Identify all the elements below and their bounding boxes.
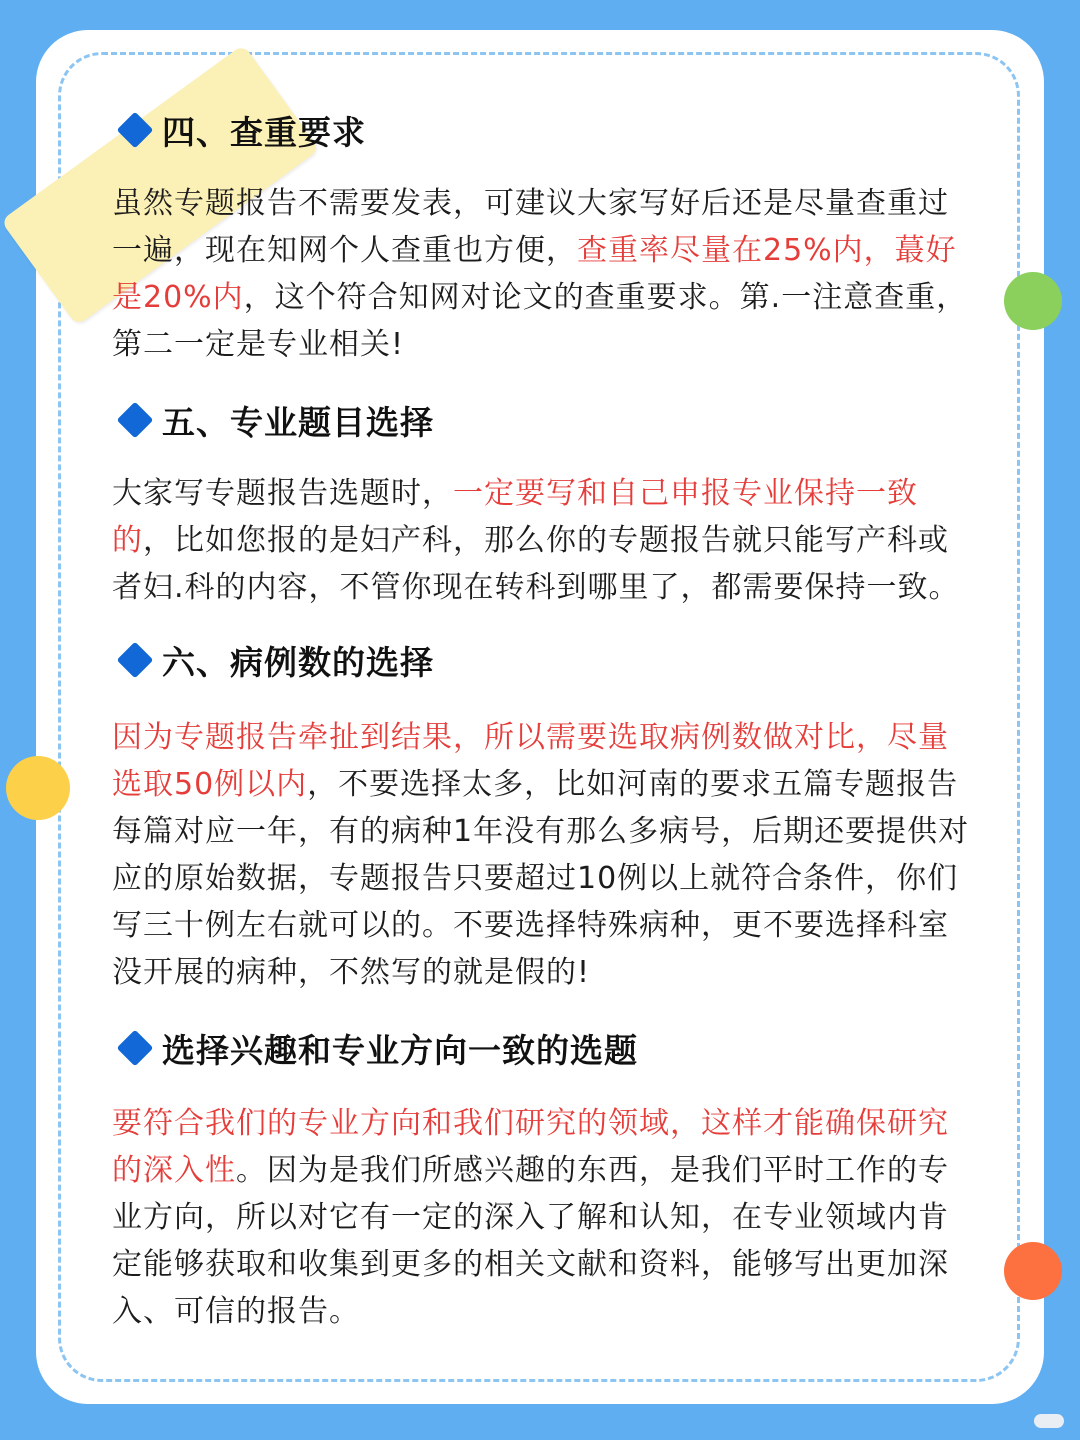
- section-heading-text: 六、病例数的选择: [162, 642, 434, 682]
- paragraph-text: 大家写专题报告选题时，: [112, 476, 453, 511]
- paragraph-text: ，不要选择太多，比如河南的要求五篇专题报告每篇对应一年，有的病种1年没有那么多病号，后期还要提供对应的原始数据，专题报告只要超过10例以上就符合条件，你们写三十例左右就可以的。不要选择特殊病种，更不要选择科室没开展的病种，不然写的就是假的!: [112, 767, 970, 990]
- paragraph-text: ，这个符合知网对论文的查重要求。第.一注意查重，第二一定是专业相关!: [112, 280, 968, 362]
- section-paragraph: [112, 1100, 972, 1335]
- diamond-icon: [117, 402, 154, 439]
- paragraph-text: 。因为是我们所感兴趣的东西，是我们平时工作的专业方向，所以对它有一定的深入了解和认知，在专业领域内肯定能够获取和收集到更多的相关文献和资料，能够写出更加深入、可信的报告。: [112, 1153, 949, 1329]
- section-paragraph: [112, 180, 972, 368]
- diamond-icon: [117, 642, 154, 679]
- section-paragraph: [112, 470, 972, 611]
- section-heading: [112, 100, 366, 160]
- section-heading: [112, 630, 434, 690]
- watermark-badge: [1034, 1414, 1064, 1428]
- section-paragraph: [112, 714, 972, 996]
- highlighted-text: 查重率尽量在25%内，蕞好是20%内: [112, 233, 957, 315]
- section-heading: [112, 390, 434, 450]
- highlighted-text: 要符合我们的专业方向和我们研究的领域，这样才能确保研究的深入性: [112, 1106, 949, 1188]
- diamond-icon: [117, 112, 154, 149]
- section-heading-text: 五、专业题目选择: [162, 402, 434, 442]
- highlighted-text: 因为专题报告牵扯到结果，所以需要选取病例数做对比，尽量选取50例以内: [112, 720, 949, 802]
- paragraph-text: ，比如您报的是妇产科，那么你的专题报告就只能写产科或者妇.科的内容，不管你现在转科到哪里了，都需要保持一致。: [112, 523, 960, 605]
- highlighted-text: 一定要写和自己申报专业保持一致的: [112, 476, 918, 558]
- section-heading-text: 四、查重要求: [162, 112, 366, 152]
- section-heading-text: 选择兴趣和专业方向一致的选题: [162, 1030, 638, 1070]
- diamond-icon: [117, 1030, 154, 1067]
- paragraph-text: 虽然专题报告不需要发表，可建议大家写好后还是尽量查重过一遍，现在知网个人查重也方便，: [112, 186, 949, 268]
- green-dot-decoration: [1004, 272, 1062, 330]
- section-heading: [112, 1018, 638, 1078]
- yellow-dot-decoration: [6, 756, 70, 820]
- orange-dot-decoration: [1004, 1242, 1062, 1300]
